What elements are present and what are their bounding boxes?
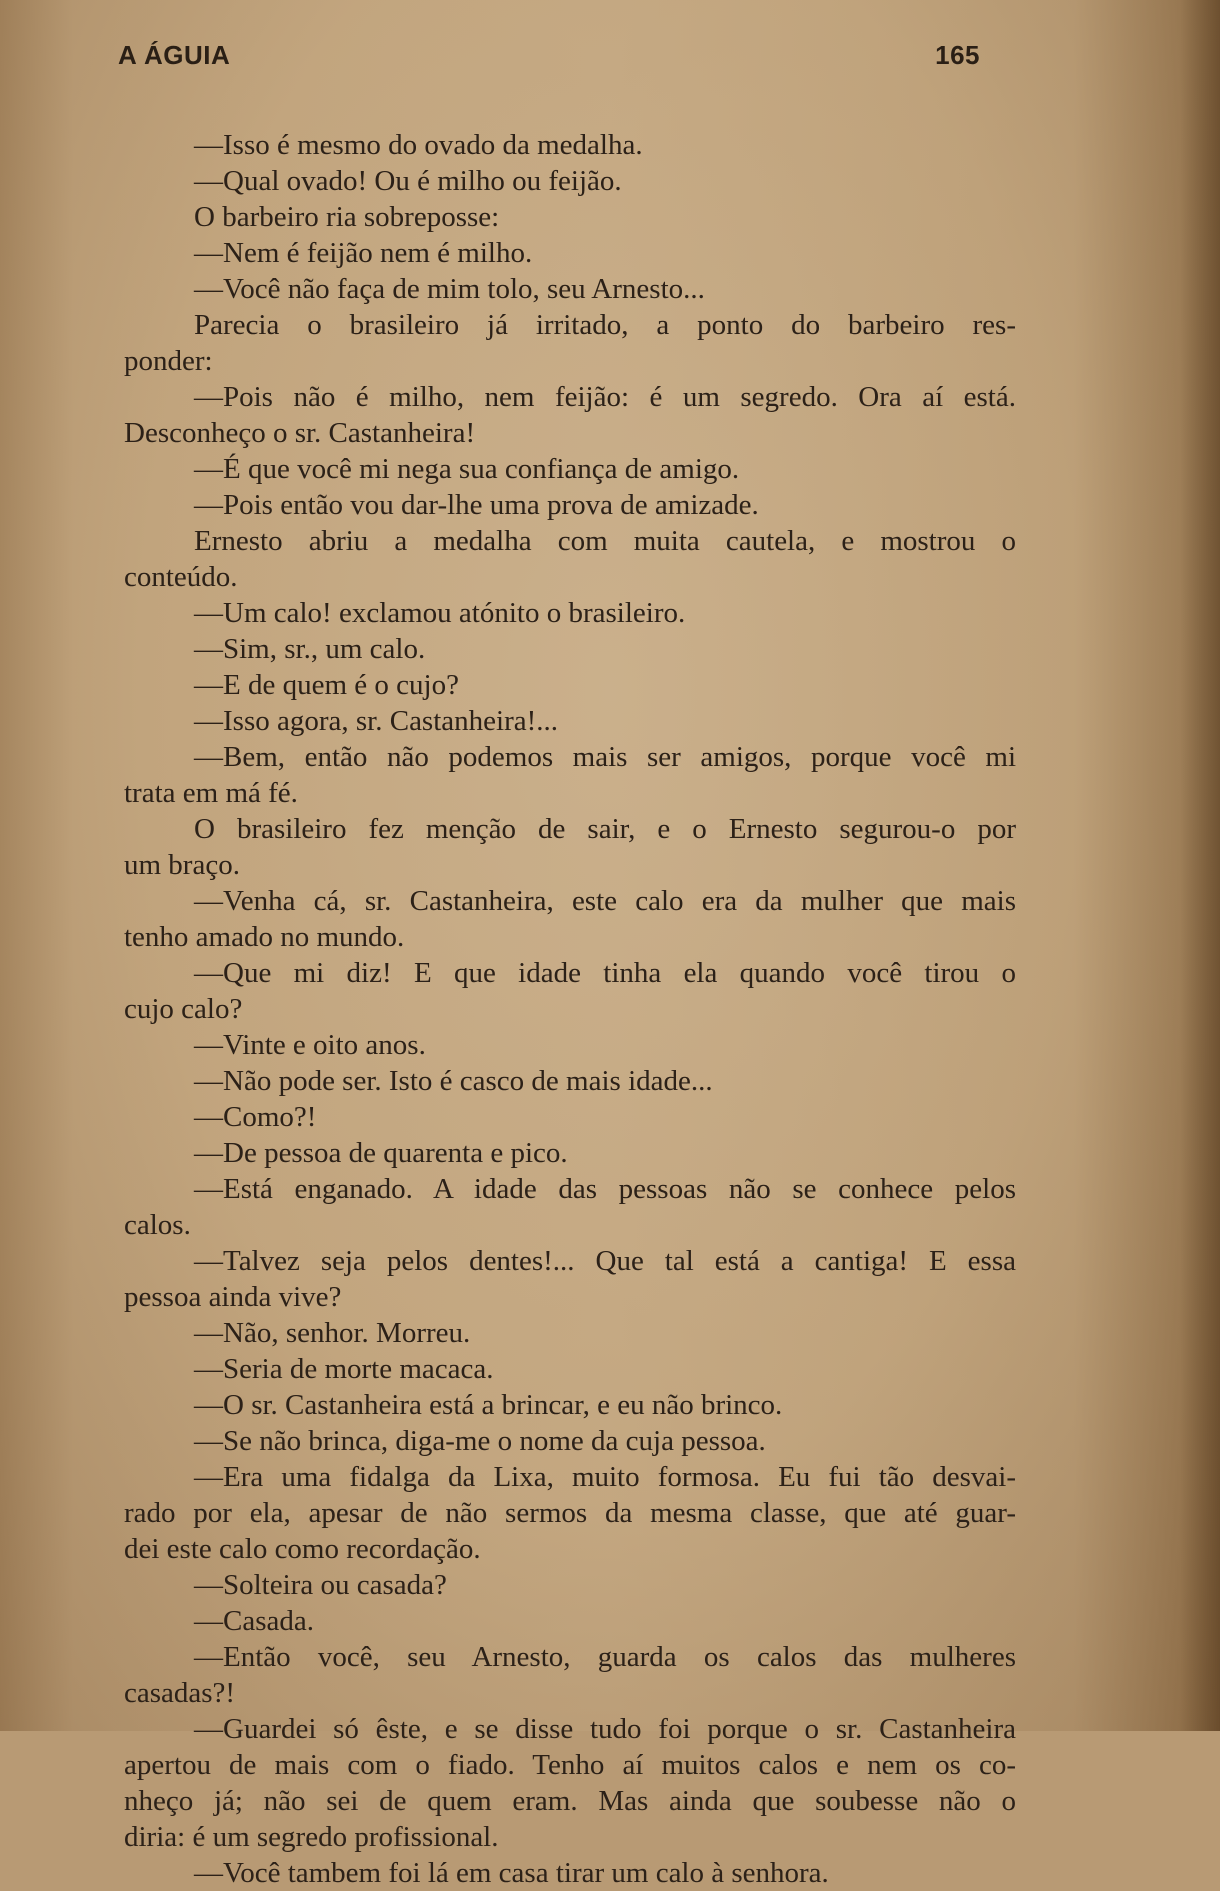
text-line: casadas?! bbox=[124, 1677, 236, 1709]
text-line: —Talvez seja pelos dentes!... Que tal está a cantiga! E essa bbox=[194, 1245, 1016, 1277]
text-line: —Pois não é milho, nem feijão: é um segredo. Ora aí está. bbox=[194, 381, 1016, 413]
running-title: A ÁGUIA bbox=[118, 40, 231, 70]
text-line: —Pois então vou dar-lhe uma prova de amizade. bbox=[194, 489, 759, 521]
text-line: —Venha cá, sr. Castanheira, este calo era da mulher que mais bbox=[194, 885, 1016, 917]
text-line: tenho amado no mundo. bbox=[124, 921, 405, 953]
text-line: Parecia o brasileiro já irritado, a ponto do barbeiro res- bbox=[194, 309, 1016, 341]
text-line: —Isso é mesmo do ovado da medalha. bbox=[194, 129, 643, 161]
text-line: —O sr. Castanheira está a brincar, e eu não brinco. bbox=[194, 1389, 783, 1421]
text-line: Desconheço o sr. Castanheira! bbox=[124, 417, 476, 449]
text-line: —Não pode ser. Isto é casco de mais idade... bbox=[194, 1065, 713, 1097]
text-line: —Seria de morte macaca. bbox=[194, 1353, 494, 1385]
text-line: diria: é um segredo profissional. bbox=[124, 1821, 499, 1853]
text-line: conteúdo. bbox=[124, 561, 238, 593]
text-line: um braço. bbox=[124, 849, 240, 881]
text-line: —E de quem é o cujo? bbox=[194, 669, 459, 701]
text-line: —É que você mi nega sua confiança de amigo. bbox=[194, 453, 740, 485]
text-line: —Vinte e oito anos. bbox=[194, 1029, 426, 1061]
text-line: —Bem, então não podemos mais ser amigos, porque você mi bbox=[194, 741, 1016, 773]
text-line: —Um calo! exclamou atónito o brasileiro. bbox=[194, 597, 686, 629]
text-line: O brasileiro fez menção de sair, e o Ernesto segurou-o por bbox=[194, 813, 1016, 845]
text-line: pessoa ainda vive? bbox=[124, 1281, 342, 1313]
text-line: dei este calo como recordação. bbox=[124, 1533, 481, 1565]
text-line: —Era uma fidalga da Lixa, muito formosa. Eu fui tão desvai- bbox=[194, 1461, 1016, 1493]
text-line: —Está enganado. A idade das pessoas não se conhece pelos bbox=[194, 1173, 1016, 1205]
text-line: nheço já; não sei de quem eram. Mas ainda que soubesse não o bbox=[124, 1785, 1016, 1817]
body-text bbox=[124, 127, 1016, 1891]
text-line: cujo calo? bbox=[124, 993, 243, 1025]
text-line: —De pessoa de quarenta e pico. bbox=[194, 1137, 568, 1169]
text-line: trata em má fé. bbox=[124, 777, 298, 809]
text-line: O barbeiro ria sobreposse: bbox=[194, 201, 500, 233]
text-line: —Como?! bbox=[194, 1101, 317, 1133]
text-line: —Você tambem foi lá em casa tirar um calo à senhora. bbox=[194, 1857, 829, 1889]
text-line: —Então você, seu Arnesto, guarda os calos das mulheres bbox=[194, 1641, 1016, 1673]
text-line: apertou de mais com o fiado. Tenho aí muitos calos e nem os co- bbox=[124, 1749, 1016, 1781]
text-line: —Qual ovado! Ou é milho ou feijão. bbox=[194, 165, 622, 197]
text-line: —Sim, sr., um calo. bbox=[194, 633, 426, 665]
page-number: 165 bbox=[935, 40, 980, 70]
text-line: —Casada. bbox=[194, 1605, 314, 1637]
text-line: —Se não brinca, diga-me o nome da cuja pessoa. bbox=[194, 1425, 766, 1457]
text-line: —Isso agora, sr. Castanheira!... bbox=[194, 705, 559, 737]
text-line: calos. bbox=[124, 1209, 191, 1241]
text-line: —Solteira ou casada? bbox=[194, 1569, 447, 1601]
text-line: —Guardei só êste, e se disse tudo foi porque o sr. Castanheira bbox=[194, 1713, 1016, 1745]
text-line: rado por ela, apesar de não sermos da mesma classe, que até guar- bbox=[124, 1497, 1016, 1529]
text-line: —Nem é feijão nem é milho. bbox=[194, 237, 533, 269]
text-line: —Que mi diz! E que idade tinha ela quando você tirou o bbox=[194, 957, 1016, 989]
text-line: ponder: bbox=[124, 345, 213, 377]
text-line: —Você não faça de mim tolo, seu Arnesto... bbox=[194, 273, 705, 305]
text-line: Ernesto abriu a medalha com muita cautela, e mostrou o bbox=[194, 525, 1016, 557]
text-line: —Não, senhor. Morreu. bbox=[194, 1317, 471, 1349]
running-head bbox=[118, 40, 980, 80]
